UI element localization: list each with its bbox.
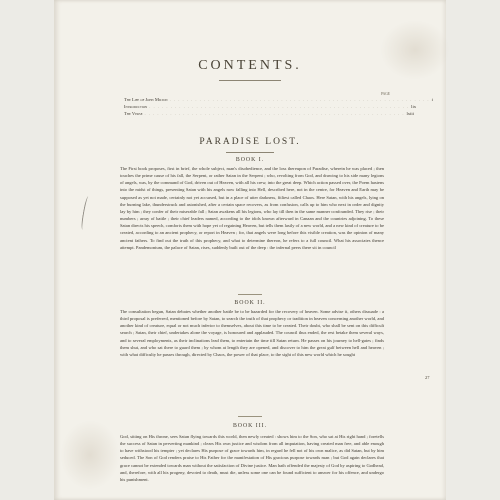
toc-entry-label: The Life of John Milton bbox=[124, 97, 168, 102]
paper-stain bbox=[60, 420, 120, 490]
book-argument: The consultation begun, Satan debates whether another battle be to be hazarded for the recovery of heaven. Some advise it, others dissuade : a third proposal is preferred, mentioned before by Satan, to search the truth of that prophecy or tradition in heaven concerning another world, and another kind of creature, equal or not much inferior to themselves, about this time to be created. Their doubt, who shall be sent on this difficult search ; Satan, their chief, undertakes alone the voyage, is honoured and applauded. The council thus ended, the rest betake them several ways, and to several employments, as their inclinations lead them, to entertain the time till Satan return. He passes on his journey to hell-gates ; finds them shut, and who sat there to guard them ; by whom at length they are opened, and discover to him the great gulf between hell and heaven ; with what difficulty he passes through, directed by Chaos, the power of that place, to the sight of this new world which he sought bbox=[120, 309, 384, 357]
book-heading: BOOK I. bbox=[235, 157, 265, 163]
toc-entry-page: lxiii bbox=[406, 111, 414, 117]
toc-entry-page: lix bbox=[411, 104, 417, 110]
toc-leader-dots: . . . . . . . . . . . . . . . . . . . . . . . . . . . . . . . . . . . . . . . . . . . . . . . . . . . . . . . . . . . . . bbox=[144, 111, 405, 117]
book-page-number: 27 bbox=[425, 375, 430, 380]
toc-page-heading: PAGE bbox=[380, 92, 390, 96]
book-argument: The First book proposes, first in brief, the whole subject, man's disobedience, and the loss thereupon of Paradise, wherein he was placed ; then touches the prime cause of his fall, the Serpent, or rather Satan in the Serpent ; who, revolting from God, and drawing to his side many legions of angels, was, by the command of God, driven out of Heaven, with all his crew, into the great deep. Which action passed over, the Poem hastens into the midst of things, presenting Satan with his angels now falling into Hell, described here, not in the centre, for Heaven and Earth may be supposed as yet not made, certainly not yet accursed, but in a place of utter darkness, fitliest called Chaos. Here Satan, with his angels, lying on the burning lake, thunderstruck and astonished, after a certain space recovers, as from confusion, calls up to him who next in order and dignity lay by him ; they confer of their miserable fall ; Satan awakens all his legions, who lay till then in the same manner confounded. They rise ; their numbers ; array of battle ; their chief leaders named, according to the idols known afterward in Canaan and the countries adjoining. To these Satan directs his speech, comforts them with hope yet of regaining Heaven, but tells them lastly of a new world, and a new kind of creature to be created, according to an ancient prophecy, or report in Heaven ; for, that angels were long before this visible creation, was the opinion of many ancient fathers. To find out the truth of this prophecy, and what to determine thereon, he refers to a full council. What his associates thence attempt. Pandemonium, the palace of Satan, rises, suddenly built out of the deep : the infernal peers there sit in council bbox=[120, 166, 384, 250]
toc-entry[interactable] bbox=[124, 103, 417, 110]
book-argument: God, sitting on His throne, sees Satan flying towards this world, then newly created : shows him to the Son, who sat at His right hand ; foretells the success of Satan in perverting mankind ; clears His own justice and wisdom from all imputation, having created man free, and able enough to have withstood his tempter ; yet declares His purpose of grace towards him, in regard he fell not of his own malice, as did Satan, but by him seduced. The Son of God renders praise to His Father for the manifestation of His gracious purpose towards man ; but God again declares that grace cannot be extended towards man without the satisfaction of Divine justice. Man hath offended the majesty of God by aspiring to Godhead, and, therefore, with all his progeny, devoted to death, must die, unless some one can be found sufficient to answer for his offence, and undergo his punishment. bbox=[120, 434, 384, 482]
book-divider bbox=[238, 294, 262, 295]
toc-leader-dots: . . . . . . . . . . . . . . . . . . . . . . . . . . . . . . . . . . . . . . . . . . . . . . . . . . . . . . . . . . . . . bbox=[169, 97, 430, 102]
book-heading: BOOK III. bbox=[232, 423, 268, 429]
contents-title: CONTENTS. bbox=[198, 58, 302, 73]
toc-entry[interactable] bbox=[124, 110, 414, 117]
book-heading: BOOK II. bbox=[234, 300, 266, 306]
section-title: PARADISE LOST. bbox=[199, 137, 301, 147]
toc-leader-dots: . . . . . . . . . . . . . . . . . . . . . . . . . . . . . . . . . . . . . . . . . . . . . . . . . . . . . . . . . . . . . bbox=[149, 104, 410, 110]
book-divider bbox=[238, 416, 262, 417]
title-divider bbox=[219, 80, 281, 81]
section-divider bbox=[226, 152, 274, 153]
toc-entry[interactable] bbox=[124, 96, 433, 103]
table-of-contents bbox=[124, 92, 433, 118]
toc-entry-label: Introduction bbox=[124, 104, 148, 110]
toc-entry-label: The Verse bbox=[124, 111, 143, 117]
toc-entry-page: i bbox=[431, 97, 433, 102]
